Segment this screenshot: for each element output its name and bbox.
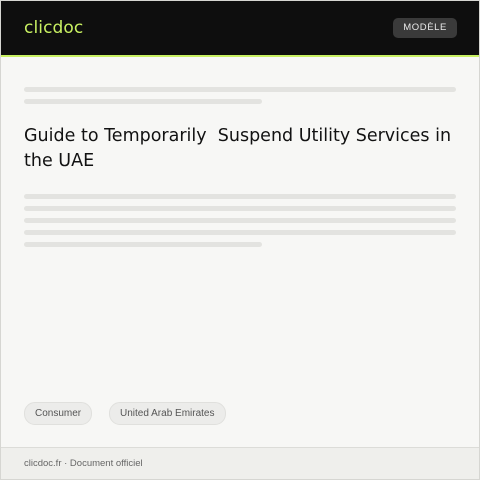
placeholder-line	[24, 230, 456, 235]
placeholder-line	[24, 87, 456, 92]
placeholder-line	[24, 218, 456, 223]
header-bar	[1, 1, 479, 57]
template-badge: MODÈLE	[393, 18, 457, 38]
brand-logo[interactable]: clicdoc	[24, 18, 84, 38]
tag-consumer[interactable]: Consumer	[24, 402, 92, 425]
placeholder-line	[24, 206, 456, 211]
tag-united-arab-emirates[interactable]: United Arab Emirates	[109, 402, 226, 425]
document-title: Guide to Temporarily Suspend Utility Services in the UAE	[24, 126, 457, 171]
placeholder-line	[24, 194, 456, 199]
footer-text: clicdoc.fr · Document officiel	[24, 458, 143, 469]
footer	[1, 447, 479, 480]
placeholder-line	[24, 99, 262, 104]
placeholder-line	[24, 242, 262, 247]
